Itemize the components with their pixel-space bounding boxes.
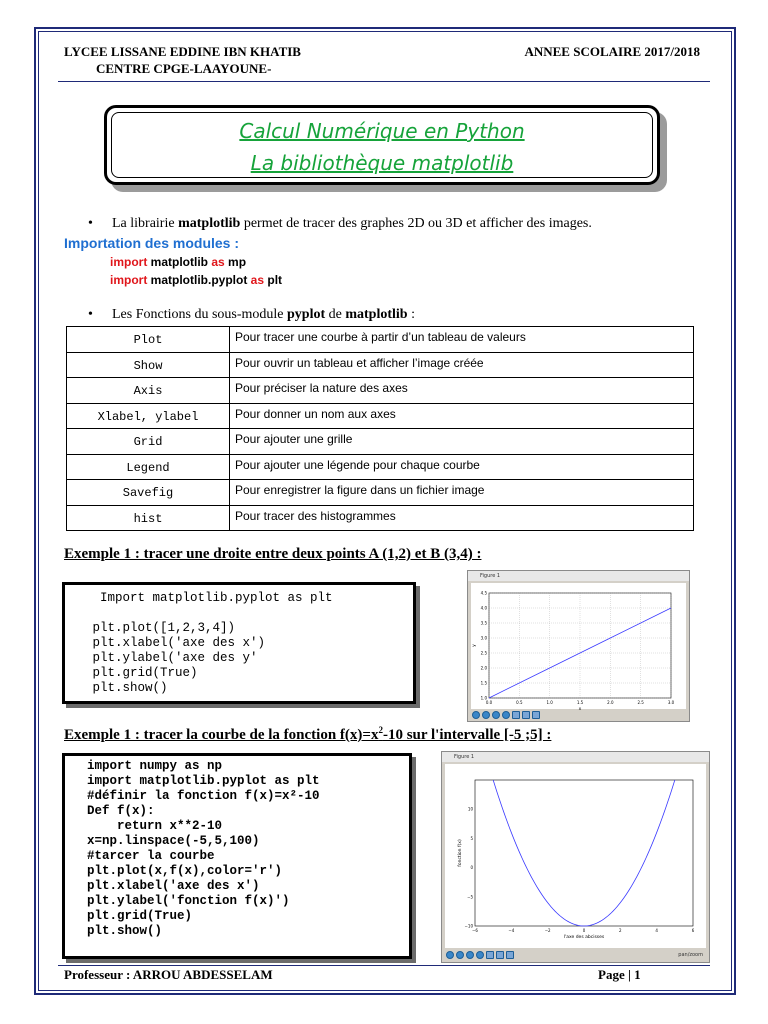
save-icon[interactable] bbox=[506, 951, 514, 959]
table-row bbox=[67, 327, 694, 353]
function-description: Pour tracer des histogrammes bbox=[230, 505, 694, 531]
home-icon[interactable] bbox=[446, 951, 454, 959]
x-tick-label: 2.5 bbox=[637, 700, 644, 705]
function-name: hist bbox=[67, 505, 230, 531]
y-tick-label: 10 bbox=[467, 806, 473, 812]
imports-heading: Importation des modules : bbox=[64, 235, 240, 251]
y-tick-label: 0 bbox=[470, 865, 473, 871]
x-tick-label: 0.5 bbox=[516, 700, 523, 705]
x-tick-label: 6 bbox=[691, 928, 695, 933]
x-tick-label: 2 bbox=[619, 928, 622, 933]
school-year: ANNEE SCOLAIRE 2017/2018 bbox=[524, 44, 700, 59]
function-description: Pour tracer une courbe à partir d’un tableau de valeurs bbox=[230, 327, 694, 353]
zoom-icon[interactable] bbox=[486, 951, 494, 959]
bullet-icon: • bbox=[88, 216, 93, 231]
zoom-icon[interactable] bbox=[512, 711, 520, 719]
x-axis-label: l'axe des abcisses bbox=[563, 935, 605, 940]
function-name: Plot bbox=[67, 327, 230, 353]
function-name: Grid bbox=[67, 429, 230, 455]
forward-icon[interactable] bbox=[492, 711, 500, 719]
x-tick-label: −2 bbox=[544, 928, 551, 933]
y-tick-label: 5 bbox=[470, 835, 473, 841]
home-icon[interactable] bbox=[472, 711, 480, 719]
import-line-1: import matplotlib as mp bbox=[110, 255, 247, 269]
figure-title: Figure 1 bbox=[442, 752, 709, 762]
centre-name: CENTRE CPGE-LAAYOUNE- bbox=[96, 61, 272, 76]
x-tick-label: 4 bbox=[655, 928, 658, 933]
example2-code-box bbox=[62, 753, 412, 959]
y-tick-label: 2.5 bbox=[480, 650, 487, 656]
y-axis-label: fonction f(x) bbox=[458, 839, 463, 867]
function-description: Pour enregistrer la figure dans un fichier image bbox=[230, 480, 694, 506]
forward-icon[interactable] bbox=[466, 951, 474, 959]
y-tick-label: 3.0 bbox=[480, 635, 487, 641]
table-row bbox=[67, 454, 694, 480]
table-row bbox=[67, 403, 694, 429]
save-icon[interactable] bbox=[532, 711, 540, 719]
x-tick-label: 1.5 bbox=[576, 700, 584, 705]
y-tick-label: −10 bbox=[464, 923, 473, 929]
y-tick-label: 4.5 bbox=[480, 590, 487, 596]
figure-toolbar bbox=[446, 951, 514, 961]
y-tick-label: 3.5 bbox=[480, 620, 487, 626]
example1-code: Import matplotlib.pyplot as plt plt.plot([1,2,3,4]) plt.xlabel('axe des x') plt.ylabel('axe des y' plt.grid(True) plt.show() bbox=[92, 591, 333, 695]
school-name: LYCEE LISSANE EDDINE IBN KHATIB bbox=[64, 44, 301, 59]
figure-canvas bbox=[445, 764, 706, 948]
line-chart-2 bbox=[445, 764, 706, 948]
y-tick-label: 1.0 bbox=[480, 695, 487, 701]
x-tick-label: 0 bbox=[582, 928, 586, 933]
function-description: Pour donner un nom aux axes bbox=[230, 403, 694, 429]
figure-status: pan/zoom bbox=[678, 952, 703, 958]
function-description: Pour ouvrir un tableau et afficher l’image créée bbox=[230, 352, 694, 378]
example2-figure-window bbox=[441, 751, 710, 963]
x-tick-label: −4 bbox=[508, 928, 515, 933]
header-rule bbox=[58, 81, 710, 82]
function-description: Pour préciser la nature des axes bbox=[230, 378, 694, 404]
function-name: Axis bbox=[67, 378, 230, 404]
title-line-2: La bibliothèque matplotlib bbox=[250, 151, 514, 175]
example1-code-box bbox=[62, 582, 416, 704]
y-tick-label: 1.5 bbox=[480, 680, 487, 686]
table-row bbox=[67, 378, 694, 404]
table-row bbox=[67, 480, 694, 506]
x-tick-label: −6 bbox=[472, 928, 478, 933]
back-icon[interactable] bbox=[482, 711, 490, 719]
y-axis-label: y bbox=[472, 644, 477, 647]
functions-intro: Les Fonctions du sous-module pyplot de matplotlib : bbox=[112, 307, 415, 322]
back-icon[interactable] bbox=[456, 951, 464, 959]
x-tick-label: 2.0 bbox=[607, 700, 614, 705]
x-tick-label: 1.0 bbox=[546, 700, 553, 705]
function-name: Xlabel, ylabel bbox=[67, 403, 230, 429]
y-tick-label: 4.0 bbox=[480, 605, 487, 611]
line-chart-1 bbox=[471, 583, 686, 712]
example1-figure-window bbox=[467, 570, 690, 722]
title-line-1: Calcul Numérique en Python bbox=[239, 119, 525, 143]
x-tick-label: 3.0 bbox=[667, 700, 675, 705]
plot-area bbox=[475, 780, 693, 926]
function-description: Pour ajouter une légende pour chaque courbe bbox=[230, 454, 694, 480]
pan-icon[interactable] bbox=[476, 951, 484, 959]
function-description: Pour ajouter une grille bbox=[230, 429, 694, 455]
y-tick-label: 2.0 bbox=[480, 665, 487, 671]
table-row bbox=[67, 505, 694, 531]
functions-table bbox=[66, 326, 694, 531]
example2-code: import numpy as np import matplotlib.pyplot as plt #définir la fonction f(x)=x²-10 Def f(x): return x**2-10 x=np.linspace(-5,5,100) #tarcer la courbe plt.plot(x,f(x),color='r') plt.xlabel('axe des x') plt.ylabel('fonction f(x)') plt.grid(True) plt.show() bbox=[87, 759, 320, 938]
pan-icon[interactable] bbox=[502, 711, 510, 719]
function-name: Legend bbox=[67, 454, 230, 480]
figure-canvas bbox=[471, 583, 686, 712]
footer-page: Page | 1 bbox=[598, 967, 641, 982]
function-name: Show bbox=[67, 352, 230, 378]
example1-title: Exemple 1 : tracer une droite entre deux points A (1,2) et B (3,4) : bbox=[64, 546, 482, 562]
figure-title: Figure 1 bbox=[468, 571, 689, 581]
title-box bbox=[104, 105, 660, 185]
bullet-icon: • bbox=[88, 307, 93, 322]
figure-toolbar bbox=[472, 711, 540, 721]
import-line-2: import matplotlib.pyplot as plt bbox=[110, 273, 283, 287]
footer-rule bbox=[58, 965, 710, 966]
configure-icon[interactable] bbox=[522, 711, 530, 719]
y-tick-label: −5 bbox=[467, 894, 473, 900]
intro-text: La librairie matplotlib permet de tracer des graphes 2D ou 3D et afficher des images. bbox=[112, 216, 592, 231]
footer-teacher: Professeur : ARROU ABDESSELAM bbox=[64, 967, 273, 982]
configure-icon[interactable] bbox=[496, 951, 504, 959]
x-tick-label: 0.0 bbox=[485, 700, 493, 705]
table-row bbox=[67, 352, 694, 378]
x-axis-label: x bbox=[578, 707, 582, 712]
function-name: Savefig bbox=[67, 480, 230, 506]
example2-title: Exemple 1 : tracer la courbe de la fonction $f(x)=x^2-10$ sur l'intervalle [-5 ;5] : bbox=[64, 725, 552, 743]
table-row bbox=[67, 429, 694, 455]
